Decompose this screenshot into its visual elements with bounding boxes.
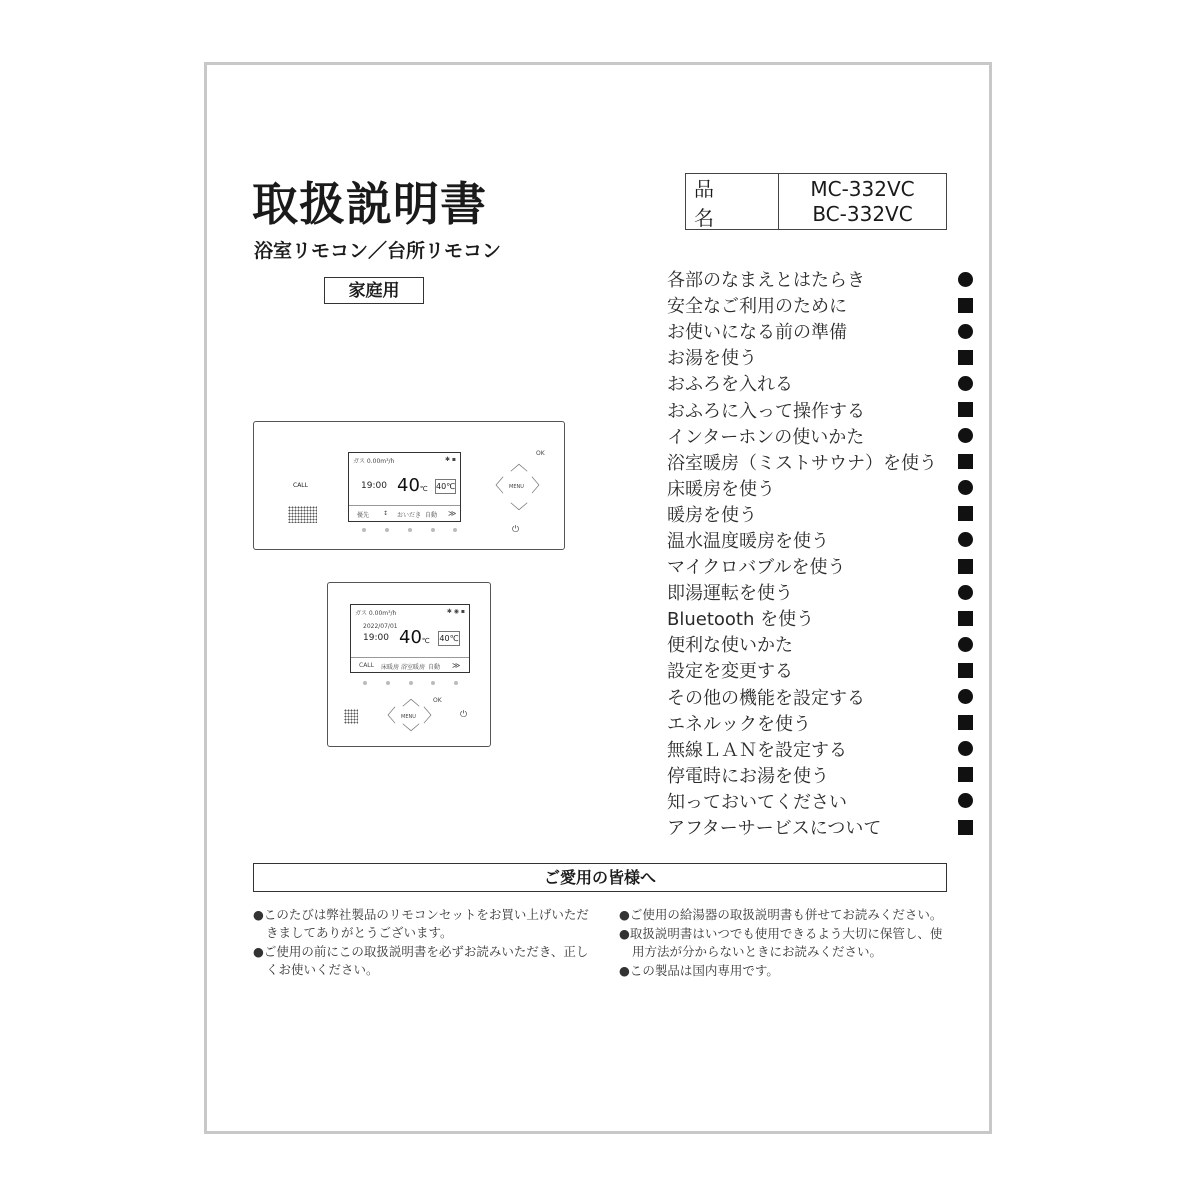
chevron-left-icon: 〈 xyxy=(486,476,504,497)
circle-marker-icon xyxy=(958,480,973,495)
clock-time: 19:00 xyxy=(361,481,387,491)
chevron-down-icon: ﹀ xyxy=(402,723,420,744)
product-name-box xyxy=(685,173,947,230)
notice-item: ●ご使用の前にこの取扱説明書を必ずお読みいただき、正しくお使いください。 xyxy=(253,944,589,977)
toc-item xyxy=(667,762,977,788)
toc-item xyxy=(667,684,977,710)
indicator-dot xyxy=(362,528,366,532)
toc-item-label: アフターサービスについて xyxy=(667,818,882,840)
notice-left-column xyxy=(253,906,593,980)
notice-item: ●ご使用の給湯器の取扱説明書も併せてお読みください。 xyxy=(619,907,943,922)
screen-divider xyxy=(349,505,460,506)
toc-item xyxy=(667,657,977,683)
indicator-dot xyxy=(385,528,389,532)
ok-button: OK xyxy=(536,450,545,457)
square-marker-icon xyxy=(958,506,973,521)
square-marker-icon xyxy=(958,350,973,365)
toc-item-label: おふろを入れる xyxy=(667,374,793,396)
toc-item-label: おふろに入って操作する xyxy=(667,400,865,422)
chevron-down-icon: ﹀ xyxy=(510,502,528,523)
more-icon: ≫ xyxy=(448,509,457,518)
toc-item-label: 温水温度暖房を使う xyxy=(667,530,829,552)
toc-item xyxy=(667,710,977,736)
gas-status: ガス 0.00m³/h xyxy=(355,610,397,617)
square-marker-icon xyxy=(958,611,973,626)
indicator-dot xyxy=(363,681,367,685)
household-badge: 家庭用 xyxy=(324,277,424,304)
toc-item-label: 無線ＬＡＮを設定する xyxy=(667,739,847,761)
toc-item xyxy=(667,579,977,605)
indicator-dot xyxy=(431,681,435,685)
toc-item xyxy=(667,475,977,501)
toc-item xyxy=(667,266,977,292)
circle-marker-icon xyxy=(958,324,973,339)
square-marker-icon xyxy=(958,559,973,574)
toc-item-label: マイクロバブルを使う xyxy=(667,557,846,579)
product-models xyxy=(779,174,946,229)
toc-item xyxy=(667,501,977,527)
notice-item: ●取扱説明書はいつでも使用できるよう大切に保管し、使用方法が分からないときにお読みください。 xyxy=(619,926,943,959)
page-subtitle: 浴室リモコン／台所リモコン xyxy=(254,240,502,262)
indicator-dot xyxy=(431,528,435,532)
menu-button: MENU xyxy=(509,484,524,490)
speaker-grille xyxy=(344,709,358,724)
menu-option: 床暖房 xyxy=(381,664,400,671)
toc-item xyxy=(667,527,977,553)
product-name-label: 品 名 xyxy=(686,174,779,229)
toc-item xyxy=(667,631,977,657)
square-marker-icon xyxy=(958,298,973,313)
toc-item-label: 床暖房を使う xyxy=(667,478,775,500)
toc-item-label: お湯を使う xyxy=(667,348,757,370)
toc-item-label: 設定を変更する xyxy=(667,661,793,683)
notice-heading: ご愛用の皆様へ xyxy=(253,863,947,892)
toc-item-label: 各部のなまえとはたらき xyxy=(667,270,865,292)
chevron-up-icon: ︿ xyxy=(510,454,528,475)
square-marker-icon xyxy=(958,820,973,835)
menu-option: 優先 xyxy=(357,512,370,519)
toc-item xyxy=(667,318,977,344)
product-model: BC-332VC xyxy=(812,201,913,226)
circle-marker-icon xyxy=(958,272,973,287)
call-button: CALL xyxy=(293,482,308,489)
bath-set-temperature: 40℃ xyxy=(438,631,460,646)
circle-marker-icon xyxy=(958,376,973,391)
square-marker-icon xyxy=(958,715,973,730)
square-marker-icon xyxy=(958,663,973,678)
bath-set-temperature: 40℃ xyxy=(435,479,456,494)
indicator-dot xyxy=(454,681,458,685)
toc-item xyxy=(667,423,977,449)
toc-item xyxy=(667,396,977,422)
menu-option: 自動 xyxy=(425,512,438,519)
product-model: MC-332VC xyxy=(810,176,915,201)
ok-button: OK xyxy=(433,697,442,704)
circle-marker-icon xyxy=(958,793,973,808)
circle-marker-icon xyxy=(958,585,973,600)
bathroom-remote-screen xyxy=(348,452,461,522)
toc-item xyxy=(667,370,977,396)
toc-item-label: エネルックを使う xyxy=(667,713,811,735)
toc-item-label: その他の機能を設定する xyxy=(667,687,865,709)
menu-option: 自動 xyxy=(428,664,441,671)
square-marker-icon xyxy=(958,402,973,417)
menu-option: CALL xyxy=(359,662,374,669)
toc-item-label: 暖房を使う xyxy=(667,504,757,526)
toc-item-label: 浴室暖房（ミストサウナ）を使う xyxy=(667,452,937,474)
more-icon: ≫ xyxy=(452,661,461,670)
square-marker-icon xyxy=(958,454,973,469)
notice-right-column xyxy=(619,906,951,981)
indicator-dot xyxy=(409,681,413,685)
chevron-right-icon: 〉 xyxy=(423,706,441,727)
toc-item xyxy=(667,344,977,370)
toc-item xyxy=(667,814,977,840)
toc-item xyxy=(667,553,977,579)
toc-item-label: Bluetooth を使う xyxy=(667,609,815,631)
toc-item-label: 停電時にお湯を使う xyxy=(667,765,829,787)
clock-time: 19:00 xyxy=(363,633,389,643)
power-icon: ⏻ xyxy=(512,525,520,535)
kitchen-remote-illustration xyxy=(327,582,491,747)
notice-item: ●この製品は国内専用です。 xyxy=(619,963,779,978)
indicator-dot xyxy=(453,528,457,532)
notice-item: ●このたびは弊社製品のリモコンセットをお買い上げいただきましてありがとうございます。 xyxy=(253,907,589,940)
toc-item-label: 安全なご利用のために xyxy=(667,296,847,318)
hot-water-temperature: 40℃ xyxy=(399,627,430,648)
menu-option: おいだき xyxy=(397,512,422,519)
circle-marker-icon xyxy=(958,637,973,652)
toc-item xyxy=(667,788,977,814)
kitchen-remote-screen xyxy=(350,604,470,673)
page-title: 取扱説明書 xyxy=(252,177,487,231)
toc-item-label: インターホンの使いかた xyxy=(667,426,865,448)
toc-item xyxy=(667,292,977,318)
gas-status: ガス 0.00m³/h xyxy=(353,458,395,465)
menu-option: 浴室暖房 xyxy=(401,664,426,671)
speaker-grille xyxy=(288,506,317,523)
indicator-dot xyxy=(408,528,412,532)
chevron-left-icon: 〈 xyxy=(378,706,396,727)
menu-button: MENU xyxy=(401,714,416,720)
circle-marker-icon xyxy=(958,689,973,704)
chevron-up-icon: ︿ xyxy=(402,689,420,710)
circle-marker-icon xyxy=(958,428,973,443)
table-of-contents xyxy=(667,266,977,840)
screen-divider xyxy=(351,657,469,658)
toc-item-label: 即湯運転を使う xyxy=(667,583,793,605)
toc-item-label: お使いになる前の準備 xyxy=(667,322,847,344)
status-icons: ✱ ◉ ▪ xyxy=(446,608,465,615)
toc-item xyxy=(667,449,977,475)
bathroom-remote-illustration xyxy=(253,421,565,550)
bluetooth-icon: ✱ ▪ xyxy=(444,456,456,463)
circle-marker-icon xyxy=(958,532,973,547)
toc-item-label: 知っておいてください xyxy=(667,791,847,813)
toc-item xyxy=(667,736,977,762)
circle-marker-icon xyxy=(958,741,973,756)
indicator-dot xyxy=(386,681,390,685)
power-icon: ⏻ xyxy=(460,710,468,720)
toc-item xyxy=(667,605,977,631)
date-display: 2022/07/01 xyxy=(363,623,398,630)
toc-item-label: 便利な使いかた xyxy=(667,635,793,657)
chevron-right-icon: 〉 xyxy=(531,476,549,497)
hot-water-temperature: 40℃ xyxy=(397,475,428,496)
square-marker-icon xyxy=(958,767,973,782)
menu-option: ↕ xyxy=(383,510,389,517)
